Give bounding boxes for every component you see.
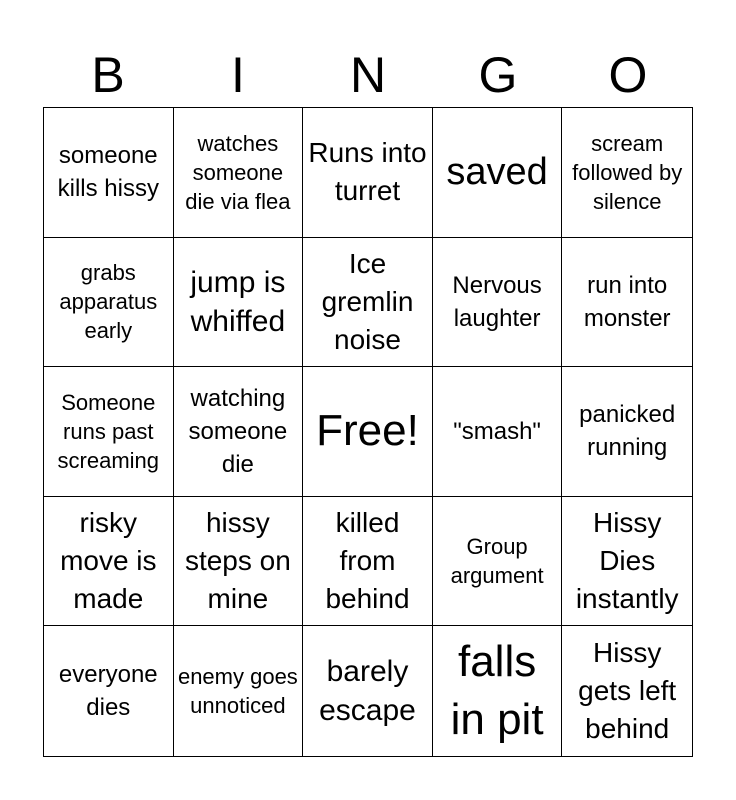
header-letter-b: B (91, 47, 125, 103)
cell-label: Hissy gets left behind (578, 637, 677, 745)
bingo-cell[interactable] (562, 238, 692, 368)
cell-label: watches someone die via flea (185, 130, 291, 214)
header-letter-i: I (231, 47, 245, 103)
header-letter-g: G (478, 47, 518, 103)
cell-label: panicked running (579, 401, 676, 462)
bingo-cell[interactable] (44, 238, 174, 368)
cell-label: hissy steps on mine (184, 507, 291, 615)
bingo-cell[interactable] (562, 626, 692, 756)
bingo-cell[interactable] (174, 367, 304, 497)
bingo-cell[interactable] (44, 497, 174, 627)
bingo-cell[interactable] (303, 108, 433, 238)
cell-label: scream followed by silence (572, 130, 683, 214)
free-space-cell[interactable] (303, 367, 433, 497)
bingo-cell[interactable] (174, 626, 304, 756)
header-letter-n: N (349, 47, 387, 103)
cell-label: Runs into turret (308, 137, 427, 207)
bingo-cell[interactable] (433, 238, 563, 368)
bingo-cell[interactable] (562, 367, 692, 497)
bingo-cell[interactable] (303, 238, 433, 368)
bingo-cell[interactable] (433, 626, 563, 756)
cell-label: someone kills hissy (57, 142, 159, 203)
cell-label: saved (446, 151, 548, 194)
cell-label: grabs apparatus early (59, 260, 158, 344)
bingo-header (43, 42, 693, 108)
bingo-cell[interactable] (303, 626, 433, 756)
cell-label: jump is whiffed (190, 265, 286, 338)
cell-label: run into monster (583, 271, 671, 332)
cell-label: watching someone die (188, 384, 288, 478)
cell-label: "smash" (453, 417, 541, 445)
header-letter-o: O (608, 47, 648, 103)
bingo-cell[interactable] (433, 367, 563, 497)
bingo-cell[interactable] (562, 497, 692, 627)
free-space-label: Free! (316, 406, 419, 456)
cell-label: Someone runs past screaming (57, 389, 160, 473)
cell-label: barely escape (319, 655, 416, 728)
bingo-cell[interactable] (433, 497, 563, 627)
bingo-cell[interactable] (433, 108, 563, 238)
bingo-cell[interactable] (174, 238, 304, 368)
bingo-cell[interactable] (303, 497, 433, 627)
cell-label: everyone dies (58, 661, 158, 722)
bingo-board (43, 107, 693, 757)
cell-label: killed from behind (325, 507, 410, 615)
bingo-cell[interactable] (44, 626, 174, 756)
cell-label: falls in pit (450, 637, 544, 745)
cell-label: risky move is made (60, 507, 157, 615)
bingo-cell[interactable] (562, 108, 692, 238)
cell-label: Ice gremlin noise (321, 247, 414, 355)
cell-label: Group argument (450, 534, 544, 589)
cell-label: Nervous laughter (452, 271, 542, 332)
bingo-cell[interactable] (44, 367, 174, 497)
cell-label: enemy goes unnoticed (177, 664, 298, 719)
bingo-cell[interactable] (174, 108, 304, 238)
bingo-cell[interactable] (174, 497, 304, 627)
bingo-cell[interactable] (44, 108, 174, 238)
cell-label: Hissy Dies instantly (575, 507, 679, 615)
